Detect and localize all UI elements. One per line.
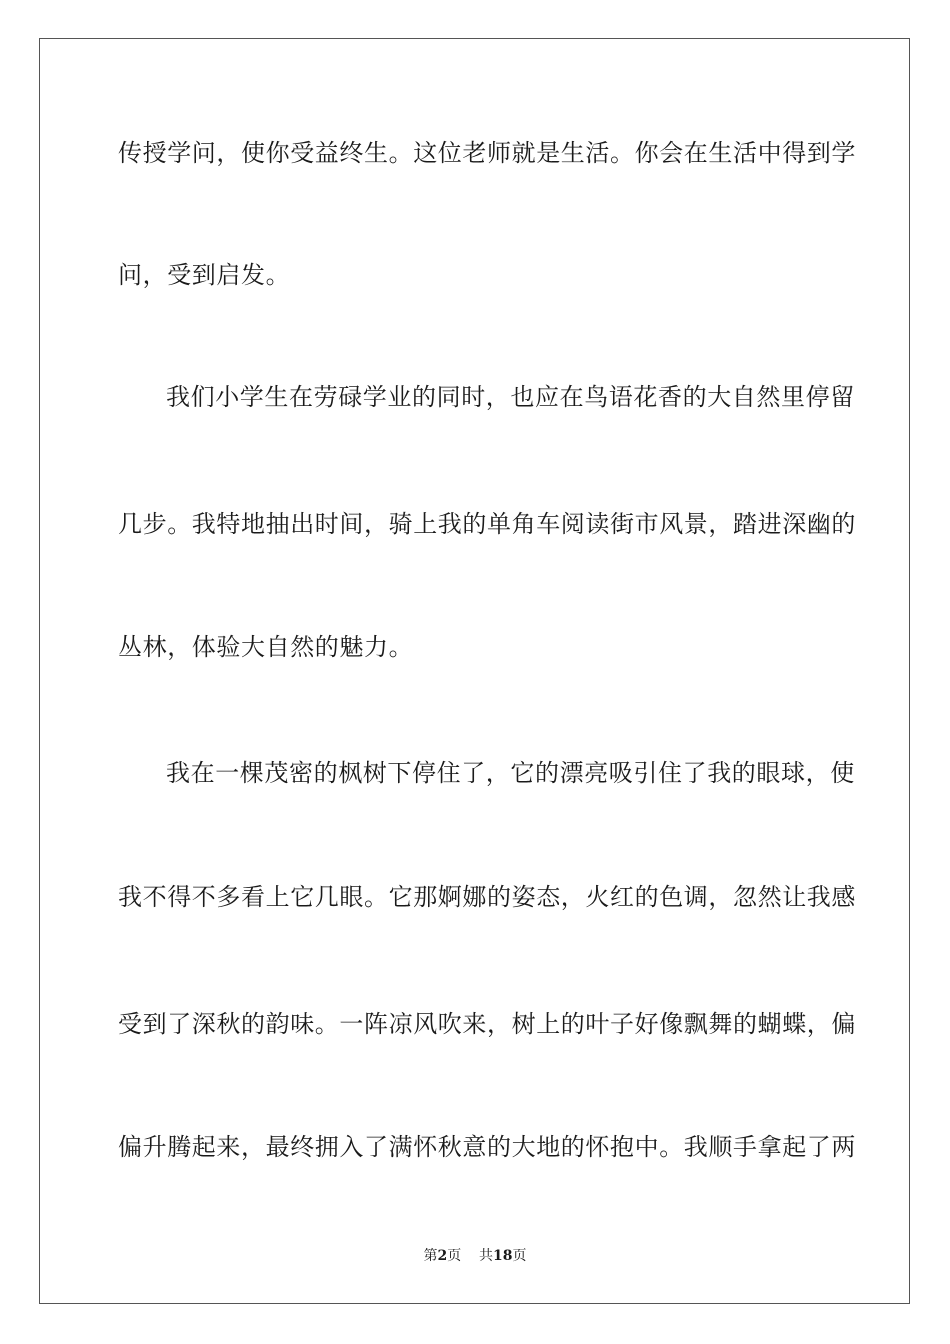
paragraph-line: 受到了深秋的韵味。一阵凉风吹来，树上的叶子好像飘舞的蝴蝶，偏 [118, 1010, 856, 1038]
total-suffix: 页 [512, 1248, 527, 1264]
total-pages: 18 [493, 1248, 513, 1264]
paragraph-line: 问，受到启发。 [118, 261, 291, 289]
page-border [39, 38, 910, 1304]
paragraph-line: 我不得不多看上它几眼。它那婀娜的姿态，火红的色调，忽然让我感 [118, 883, 856, 911]
page-number: 2 [437, 1248, 448, 1264]
total-prefix: 共 [479, 1248, 494, 1264]
paragraph-line: 我在一棵茂密的枫树下停住了，它的漂亮吸引住了我的眼球，使 [166, 759, 855, 787]
page-suffix: 页 [447, 1248, 462, 1264]
paragraph-line: 我们小学生在劳碌学业的同时，也应在鸟语花香的大自然里停留 [166, 383, 855, 411]
page-prefix: 第 [423, 1248, 438, 1264]
paragraph-line: 偏升腾起来，最终拥入了满怀秋意的大地的怀抱中。我顺手拿起了两 [118, 1133, 856, 1161]
paragraph-line: 丛林，体验大自然的魅力。 [118, 633, 414, 661]
page-footer [0, 1247, 950, 1265]
paragraph-line: 几步。我特地抽出时间，骑上我的单角车阅读街市风景，踏进深幽的 [118, 510, 856, 538]
paragraph-line: 传授学问，使你受益终生。这位老师就是生活。你会在生活中得到学 [118, 139, 856, 167]
